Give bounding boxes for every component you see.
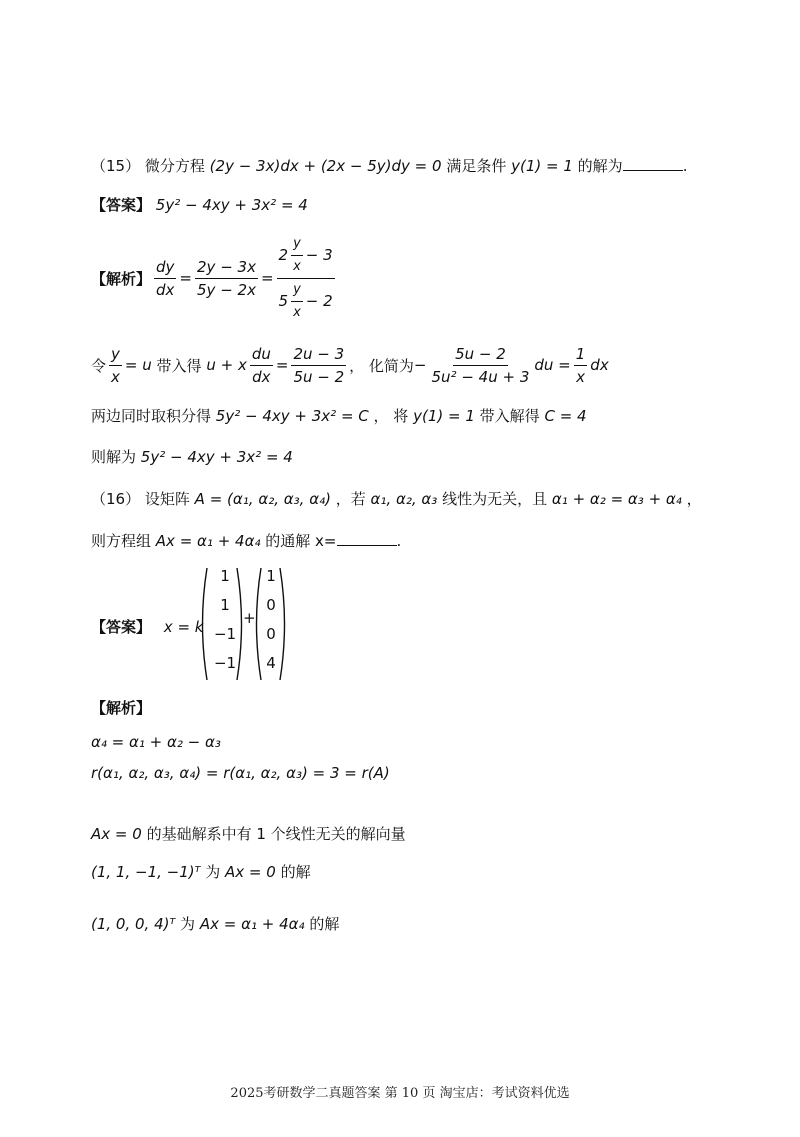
q16-answer — [91, 616, 203, 637]
a5-text: 为 — [180, 915, 196, 933]
frac-num: du — [250, 345, 273, 366]
q16-analysis-a1: α₄ = α₁ + α₂ − α₃ — [91, 733, 221, 751]
page-footer: 2025考研数学二真题答案 第 10 页 淘宝店：考试资料优选 — [230, 1086, 570, 1101]
compound-frac — [277, 235, 335, 322]
vector-cell: 1 — [220, 596, 230, 614]
vector-cell: −1 — [213, 654, 237, 672]
q15-analysis-step1: 【解析】 $\frac{dy}{dx}$ = $\frac{2y - 3x}{5y - 2x}$ = 2 $\frac{y}{x}$ − 3 5 $\frac{y}{x}$ − 2 — [91, 235, 333, 320]
q15-condition: y(1) = 1 — [511, 157, 573, 175]
term: − 3 — [305, 246, 333, 264]
a4-expr: Ax = 0 — [224, 863, 276, 881]
q15-analysis-label: 【解析】 — [91, 269, 152, 288]
frac-den: x — [293, 258, 301, 274]
a5-vec: (1, 0, 0, 4)ᵀ — [91, 915, 176, 933]
q16-text-a: 设矩阵 — [144, 490, 190, 508]
dy-dx-frac — [154, 258, 176, 299]
q15-end: . — [682, 157, 688, 175]
q16-system: Ax = α₁ + 4α₄ — [155, 532, 261, 550]
a3-text: 的基础解系中有 1 个线性无关的解向量 — [146, 825, 406, 843]
q15-label: （15） — [91, 157, 141, 175]
q16-answer-lhs: x = k — [163, 618, 204, 636]
frac-den: x — [576, 367, 585, 386]
a4-end: 的解 — [280, 863, 311, 881]
q16-end: . — [396, 532, 402, 550]
q16-question-line1 — [91, 488, 702, 509]
coef: 5 — [278, 292, 289, 310]
sep-text: ， 将 — [373, 407, 409, 425]
q16-analysis-label: 【解析】 — [91, 699, 152, 717]
q15-analysis-step2: 令 $\frac{y}{x}$ = u 带入得 u + x $\frac{du}{dx}$ = $\frac{2u - 3}{5u - 2}$ ， 化简为 − $\frac{5u - 2}{\text{5u² − 4u + 3}}$ du = $\frac{1}{x}$ dx — [91, 344, 609, 386]
integrate-text: 两边同时取积分得 — [91, 407, 212, 425]
q15-stem: 微分方程 — [144, 157, 205, 175]
frac-num: 5u − 2 — [453, 345, 508, 366]
a5-expr: Ax = α₁ + 4α₄ — [199, 915, 305, 933]
frac-den: dx — [156, 280, 175, 299]
u-plus-x: u + x — [206, 356, 247, 374]
frac-den: 5y − 2x — [197, 280, 256, 299]
q16-matrix-def: A = (α₁, α₂, α₃, α₄) — [194, 490, 331, 508]
q16-analysis-a2: r(α₁, α₂, α₃, α₄) = r(α₁, α₂, α₃) = 3 = r(A) — [91, 764, 390, 782]
vector-cell: 0 — [266, 596, 276, 614]
q16-text-d: ， — [686, 490, 702, 508]
q16-label: （16） — [91, 490, 141, 508]
q15-condition-text: 满足条件 — [446, 157, 507, 175]
q16-answer-blank — [337, 545, 397, 546]
dx: dx — [590, 356, 609, 374]
q16-question-line2 — [91, 530, 401, 551]
q16-analysis-a4 — [91, 861, 311, 882]
frac-den: dx — [252, 367, 271, 386]
a3-expr: Ax = 0 — [91, 825, 142, 843]
q15-analysis-step3 — [91, 405, 587, 426]
frac-num: y — [291, 235, 303, 256]
final-expr: 5y² − 4xy + 3x² = 4 — [140, 448, 293, 466]
ratio-frac — [195, 258, 258, 299]
a4-text: 为 — [205, 863, 221, 881]
frac-num: 1 — [574, 345, 588, 366]
vector-cell: 4 — [266, 654, 276, 672]
frac-num: dy — [154, 258, 176, 279]
plus-sign: + — [243, 609, 256, 627]
coef: 2 — [278, 246, 289, 264]
term: − 2 — [305, 292, 333, 310]
q16-text-b: ，若 — [335, 490, 366, 508]
q16-relation: α₁ + α₂ = α₃ + α₄ — [551, 490, 682, 508]
substitute-text: 带入得 — [156, 356, 202, 375]
q15-answer-expr: 5y² − 4xy + 3x² = 4 — [155, 196, 308, 214]
q16-line2-a: 则方程组 — [91, 532, 152, 550]
q15-equation: (2y − 3x)dx + (2x − 5y)dy = 0 — [209, 157, 442, 175]
frac-den: 5u² − 4u + 3 — [431, 367, 530, 386]
q15-answer-blank — [623, 170, 683, 171]
q15-question — [91, 155, 687, 176]
q15-ask: 的解为 — [577, 157, 623, 175]
eq-u: = u — [124, 356, 152, 374]
q16-analysis-label-line — [91, 697, 151, 718]
final-text: 则解为 — [91, 448, 137, 466]
a5-end: 的解 — [309, 915, 340, 933]
frac-num: y — [291, 281, 303, 302]
q16-answer-label: 【答案】 — [91, 618, 152, 636]
vector-cell: 1 — [220, 567, 230, 585]
q16-analysis-a5 — [91, 913, 339, 934]
q16-line2-b: 的通解 x= — [265, 532, 337, 550]
du-eq: du = — [534, 356, 571, 374]
let-text: 令 — [91, 356, 107, 375]
frac-den: x — [111, 367, 120, 386]
q16-analysis-a3 — [91, 823, 406, 844]
integrated-expr: 5y² − 4xy + 3x² = C — [215, 407, 369, 425]
neg: − — [413, 356, 427, 374]
c-result: C = 4 — [544, 407, 587, 425]
solve-text: 带入解得 — [479, 407, 540, 425]
q15-analysis-step4 — [91, 446, 293, 467]
frac-num: 2u − 3 — [291, 345, 346, 366]
a4-vec: (1, 1, −1, −1)ᵀ — [91, 863, 201, 881]
simplify-text: ， 化简为 — [349, 356, 414, 375]
vector-cell: 1 — [266, 567, 276, 585]
vector-cell: −1 — [213, 625, 237, 643]
q16-vecs: α₁, α₂, α₃ — [370, 490, 438, 508]
frac-num: y — [109, 345, 122, 366]
vector-cell: 0 — [266, 625, 276, 643]
q16-text-c: 线性为无关，且 — [442, 490, 548, 508]
frac-den: x — [293, 304, 301, 320]
frac-den: 5u − 2 — [293, 367, 345, 386]
frac-num: 2y − 3x — [195, 258, 258, 279]
cond-expr: y(1) = 1 — [413, 407, 475, 425]
q15-answer — [91, 194, 308, 215]
q15-answer-label: 【答案】 — [91, 196, 152, 214]
